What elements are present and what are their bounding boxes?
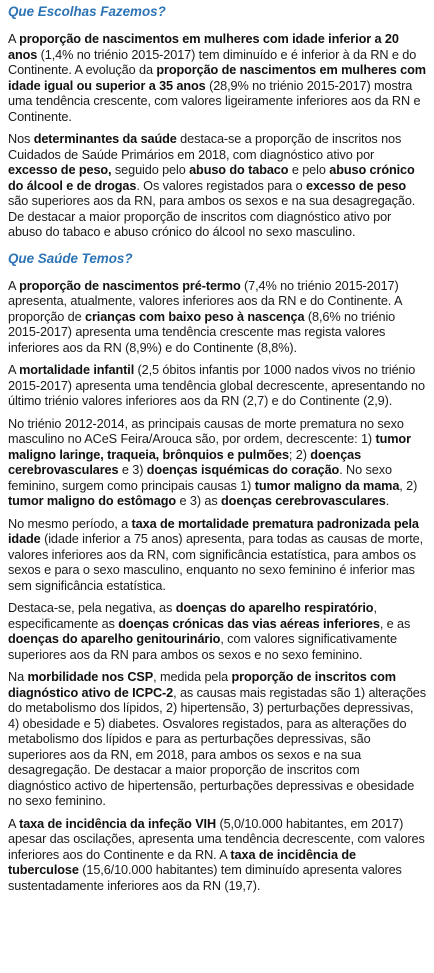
paragraph (8, 601, 426, 663)
bold-term: proporção de nascimentos pré-termo (19, 278, 241, 293)
text-run: . (385, 494, 390, 508)
text-run: No triénio 2012-2014, as principais causas de morte prematura no sexo masculino no ACeS Feira/Arouca são, por ordem, decrescente: 1) (8, 416, 404, 446)
bold-term: abuso do tabaco (189, 163, 289, 177)
text-run: , medida pela (153, 670, 232, 684)
text-run: A (8, 816, 20, 831)
text-run: . No sexo feminino, surgem como principais causas 1) (8, 463, 392, 493)
bold-term: proporção de nascimentos em mulheres com idade inferior a 20 anos (8, 32, 399, 62)
bold-term: abuso crónico do álcool e de drogas (8, 163, 415, 193)
bold-term: crianças com baixo peso à nascença (85, 309, 305, 324)
bold-term: mortalidade infantil (19, 363, 135, 377)
text-run: são superiores aos da RN, para ambos os sexos e na sua desagregação. De destacar a maior proporção de inscritos com diagnóstico ativo por abuso do tabaco e abuso crónico do álcool no sexo masculino. (8, 194, 416, 239)
bold-term: morbilidade nos CSP (27, 670, 154, 684)
paragraph (8, 417, 426, 510)
bold-term: taxa de incidência de tuberculose (8, 847, 356, 877)
bold-term: tumor maligno da mama (254, 478, 400, 493)
text-run: . Os valores registados para o (136, 178, 307, 193)
bold-term: doenças do aparelho respiratório (175, 601, 374, 615)
text-run: seguido pelo (111, 163, 190, 177)
bold-term: tumor maligno laringe, traqueia, brônquios e pulmões (8, 432, 411, 462)
paragraph (8, 132, 426, 241)
text-run: (2,5 óbitos infantis por 1000 nados vivos no triénio 2015-2017) apresenta uma tendência global decrescente, apresentando no último triénio valores inferiores aos da RN (2,7) e do Continente (2,9). (8, 363, 425, 408)
text-run: e 3) as (176, 494, 222, 508)
text-run: e pelo (288, 163, 330, 177)
bold-term: excesso de peso, (8, 163, 112, 177)
text-run: e 3) (118, 463, 147, 477)
text-run: , especificamente as (8, 601, 377, 631)
text-run: A (8, 278, 20, 293)
bold-term: taxa de incidência da infeção VIH (19, 816, 217, 831)
paragraph (8, 279, 426, 357)
bold-term: doenças cerebrovasculares (221, 494, 386, 508)
text-run: (8,6% no triénio 2015-2017) apresenta uma tendência crescente mas regista valores inferiores aos da RN (8,9%) e do Continente (8,8%). (8, 309, 396, 355)
bold-term: taxa de mortalidade prematura padronizada pela idade (8, 516, 419, 546)
text-run: (15,6/10.000 habitantes) tem diminuído apresenta valores sustentadamente inferiores aos da RN (19,7). (8, 863, 402, 893)
bold-term: determinantes da saúde (33, 132, 177, 146)
paragraph (8, 363, 426, 410)
text-run: Destaca-se, pela negativa, as (8, 601, 176, 615)
paragraph (8, 517, 426, 595)
text-run: , e as (379, 616, 411, 631)
text-run: Na (8, 670, 28, 684)
bold-term: doenças cerebrovasculares (8, 447, 362, 477)
text-run: , 2) (399, 478, 418, 493)
bold-term: doenças do aparelho genitourinário (8, 632, 221, 646)
text-run: (7,4% no triénio 2015-2017) apresenta, atualmente, valores inferiores aos da RN e do Continente. A proporção de (8, 278, 402, 324)
text-run: , as causas mais registadas são 1) alterações do metabolismo dos lípidos, 2) hipertensão, 3) perturbações depressivas, 4) obesidade e 5) diabetes. Osvalores registados, para as alterações do metabolismo dos lípidos e para as perturbações depressivas, são superiores aos da RN, em 2018, para ambos os sexos e na sua desagregação. De destacar a maior proporção de inscritos com diagnóstico activo de hipertensão, perturbações depressivas e obesidade no sexo feminino. (8, 685, 426, 808)
paragraph (8, 817, 426, 895)
bold-term: proporção de inscritos com diagnóstico ativo de ICPC-2 (8, 670, 396, 700)
bold-term: doenças crónicas das vias aéreas inferiores (118, 616, 380, 631)
text-run: ; 2) (288, 447, 311, 462)
section-title-que-escolhas: Que Escolhas Fazemos? (8, 4, 166, 19)
text-run: Nos (8, 132, 34, 146)
bold-term: tumor maligno do estômago (8, 494, 177, 508)
text-run: (idade inferior a 75 anos) apresenta, para todas as causas de morte, valores inferiores aos da RN, com significância estatística, para ambos os sexos e para o sexo masculino, enquanto no sexo feminino é inferior mas sem significância estatística. (8, 532, 424, 593)
bold-term: doenças isquémicas do coração (146, 463, 340, 477)
paragraph (8, 670, 426, 810)
bold-term: excesso de peso (306, 178, 407, 193)
paragraph (8, 32, 426, 125)
text-run: A (8, 32, 20, 46)
text-run: , com valores significativamente superiores aos da RN para ambos os sexos e no sexo feminino. (8, 632, 397, 662)
bold-term: proporção de nascimentos em mulheres com idade igual ou superior a 35 anos (8, 63, 426, 93)
text-run: (28,9% no triénio 2015-2017) mostra uma tendência crescente, com valores ligeiramente inferiores aos da RN e Continente. (8, 78, 421, 124)
text-run: (1,4% no triénio 2015-2017) tem diminuído e é inferior à da RN e do Continente. A evolução da (8, 47, 417, 77)
text-run: No mesmo período, a (8, 516, 132, 531)
text-run: destaca-se a proporção de inscritos nos Cuidados de Saúde Primários em 2018, com diagnóstico ativo por (8, 132, 402, 162)
text-run: (5,0/10.000 habitantes, em 2017) apesar das oscilações, apresenta uma tendência decrescente, com valores inferiores aos do Continente e da RN. A (8, 816, 425, 862)
text-run: A (8, 363, 20, 377)
section-title-que-saude: Que Saúde Temos? (8, 250, 133, 266)
